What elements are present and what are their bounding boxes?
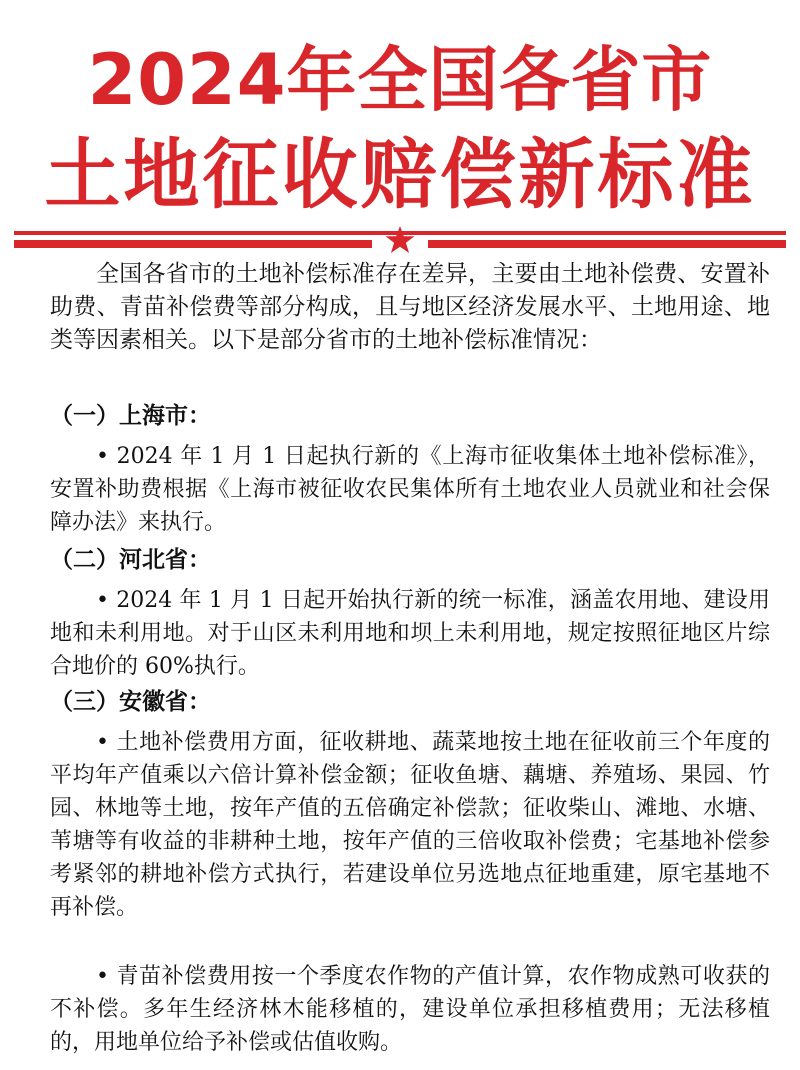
section-paragraph-anhui-crops: • 青苗补偿费用按一个季度农作物的产值计算，农作物成熟可收获的不补偿。多年生经济林木能移植的，建设单位承担移植费用；无法移植的，用地单位给予补偿或估值收购。 [50, 964, 770, 1055]
section-heading-hebei: （二）河北省： [50, 547, 211, 573]
title-divider-right [428, 240, 786, 248]
title-line-2: 土地征收赔偿新标准 [44, 130, 756, 219]
intro-paragraph: 全国各省市的土地补偿标准存在差异，主要由土地补偿费、安置补助费、青苗补偿费等部分构成，且与地区经济发展水平、土地用途、地类等因素相关。以下是部分省市的土地补偿标准情况： [50, 261, 770, 353]
title-line-1: 2024年全国各省市 [87, 39, 713, 121]
section-heading-shanghai: （一）上海市： [50, 403, 211, 429]
title-divider-left [14, 240, 372, 248]
section-heading-anhui: （三）安徽省： [50, 689, 211, 715]
section-paragraph-anhui-land: • 土地补偿费用方面，征收耕地、蔬菜地按土地在征收前三个年度的平均年产值乘以六倍计算补偿金额；征收鱼塘、藕塘、养殖场、果园、竹园、林地等土地，按年产值的五倍确定补偿款；征收柴山、滩地、水塘、苇塘等有收益的非耕种土地，按年产值的三倍收取补偿费；宅基地补偿参考紧邻的耕地补偿方式执行，若建设单位另选地点征地重建，原宅基地不再补偿。 [50, 730, 770, 920]
section-paragraph-shanghai: • 2024 年 1 月 1 日起执行新的《上海市征收集体土地补偿标准》，安置补助费根据《上海市被征收农民集体所有土地农业人员就业和社会保障办法》来执行。 [50, 444, 770, 535]
section-paragraph-hebei: • 2024 年 1 月 1 日起开始执行新的统一标准，涵盖农用地、建设用地和未利用地。对于山区未利用地和坝上未利用地，规定按照征地区片综合地价的 60%执行。 [50, 588, 770, 679]
star-icon [384, 224, 416, 256]
